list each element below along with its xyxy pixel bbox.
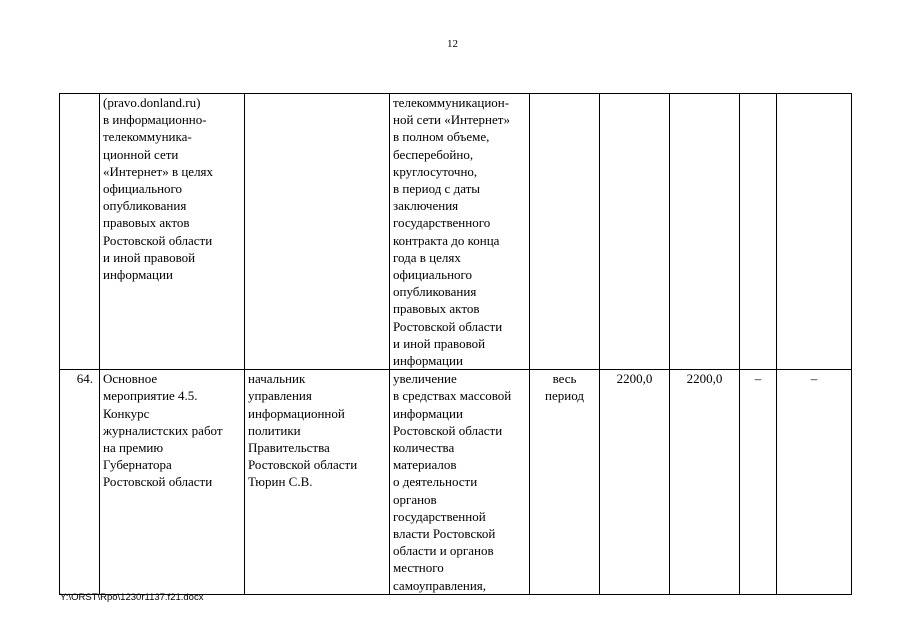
activity-name: Основное мероприятие 4.5. Конкурс журналистских работ на премию Губернатора Ростовской области xyxy=(100,370,245,595)
program-table xyxy=(59,93,852,595)
amount-col7: 2200,0 xyxy=(670,370,740,595)
table-row xyxy=(60,94,852,370)
total-amount xyxy=(600,94,670,370)
file-path-footer: Y:\ORST\Rpo\1230r1137.f21.docx xyxy=(60,592,204,603)
total-amount: 2200,0 xyxy=(600,370,670,595)
row-number: 64. xyxy=(60,370,100,595)
row-number xyxy=(60,94,100,370)
expected-result: телекоммуникацион- ной сети «Интернет» в полном объеме, бесперебойно, круглосуточно, в период с даты заключения государственного контракта до конца года в целях официального опубликования правовых актов Ростовской области и иной правовой информации xyxy=(390,94,530,370)
amount-col8: – xyxy=(740,370,777,595)
responsible-person xyxy=(245,94,390,370)
activity-name: (pravo.donland.ru) в информационно- телекоммуника- ционной сети «Интернет» в целях официального опубликования правовых актов Ростовской области и иной правовой информации xyxy=(100,94,245,370)
amount-col9: – xyxy=(777,370,852,595)
period-cell: весь период xyxy=(530,370,600,595)
responsible-person: начальник управления информационной политики Правительства Ростовской области Тюрин С.В. xyxy=(245,370,390,595)
page-number: 12 xyxy=(447,38,458,50)
period-cell xyxy=(530,94,600,370)
expected-result: увеличение в средствах массовой информации Ростовской области количества материалов о деятельности органов государственной власти Ростовской области и органов местного самоуправления, xyxy=(390,370,530,595)
amount-col7 xyxy=(670,94,740,370)
table-row xyxy=(60,370,852,595)
amount-col9 xyxy=(777,94,852,370)
amount-col8 xyxy=(740,94,777,370)
